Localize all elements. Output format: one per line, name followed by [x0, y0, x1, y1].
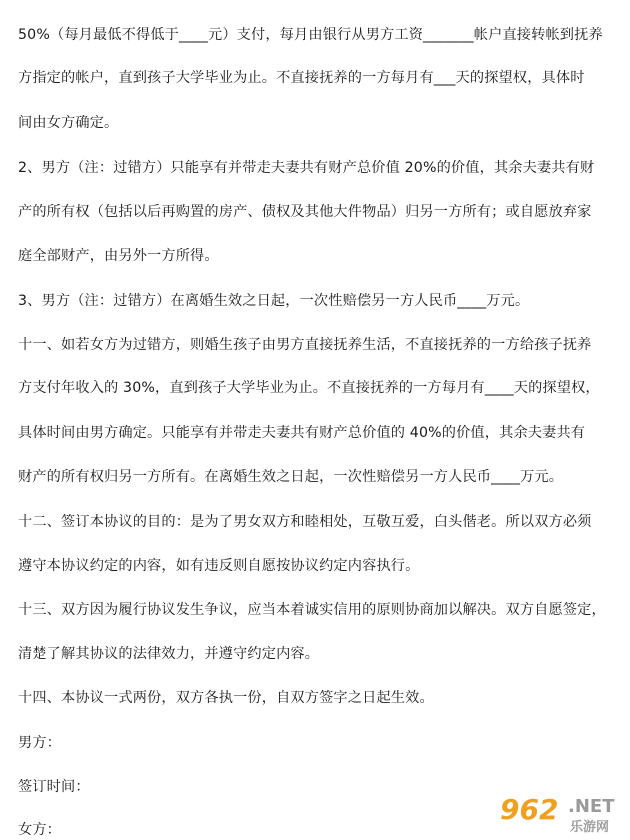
text-line: 2、男方（注：过错方）只能享有并带走夫妻共有财产总价值 20%的价值，其余夫妻共有财: [18, 160, 595, 176]
watermark-net: .NET: [568, 796, 615, 817]
text-line: 清楚了解其协议的法律效力，并遵守约定内容。: [18, 646, 320, 662]
site-watermark-logo: [498, 792, 626, 836]
text-line: 十三、双方因为履行协议发生争议，应当本着诚实信用的原则协商加以解决。双方自愿签定，: [18, 602, 606, 618]
text-line: 方支付年收入的 30%，直到孩子大学毕业为止。不直接抚养的一方每月有____天的探望权，: [18, 380, 600, 396]
text-line: 间由女方确定。: [18, 115, 119, 131]
watermark-logo-graphic: [498, 792, 626, 836]
text-line: 3、男方（注：过错方）在离婚生效之日起，一次性赔偿另一方人民币____万元。: [18, 293, 530, 309]
text-line: 十四、本协议一式两份，双方各执一份，自双方签字之日起生效。: [18, 690, 434, 706]
text-line: 产的所有权（包括以后再购置的房产、债权及其他大件物品）归另一方所有；或自愿放弃家: [18, 204, 592, 220]
text-line: 遵守本协议约定的内容，如有违反则自愿按协议约定内容执行。: [18, 558, 420, 574]
signature-label-male: 男方：: [18, 735, 62, 751]
text-line: 财产的所有权归另一方所有。在离婚生效之日起，一次性赔偿另一方人民币____万元。: [18, 469, 564, 485]
signature-label-female: 女方：: [18, 822, 62, 838]
signature-label-date: 签订时间：: [18, 779, 90, 795]
watermark-cn: 乐游网: [570, 820, 610, 835]
text-line: 庭全部财产，由另外一方所得。: [18, 248, 219, 264]
text-line: 十一、如若女方为过错方，则婚生孩子由男方直接抚养生活，不直接抚养的一方给孩子抚养: [18, 337, 592, 353]
text-line: 方指定的帐户，直到孩子大学毕业为止。不直接抚养的一方每月有___天的探望权，具体时: [18, 70, 585, 86]
text-line: 具体时间由男方确定。只能享有并带走夫妻共有财产总价值的 40%的价值，其余夫妻共有: [18, 425, 586, 441]
text-line: 十二、签订本协议的目的：是为了男女双方和睦相处，互敬互爱，白头偕老。所以双方必须: [18, 514, 592, 530]
watermark-digits: 962: [500, 793, 559, 826]
text-line: 50%（每月最低不得低于____元）支付，每月由银行从男方工资_______帐户直接转帐到抚养: [18, 27, 603, 43]
